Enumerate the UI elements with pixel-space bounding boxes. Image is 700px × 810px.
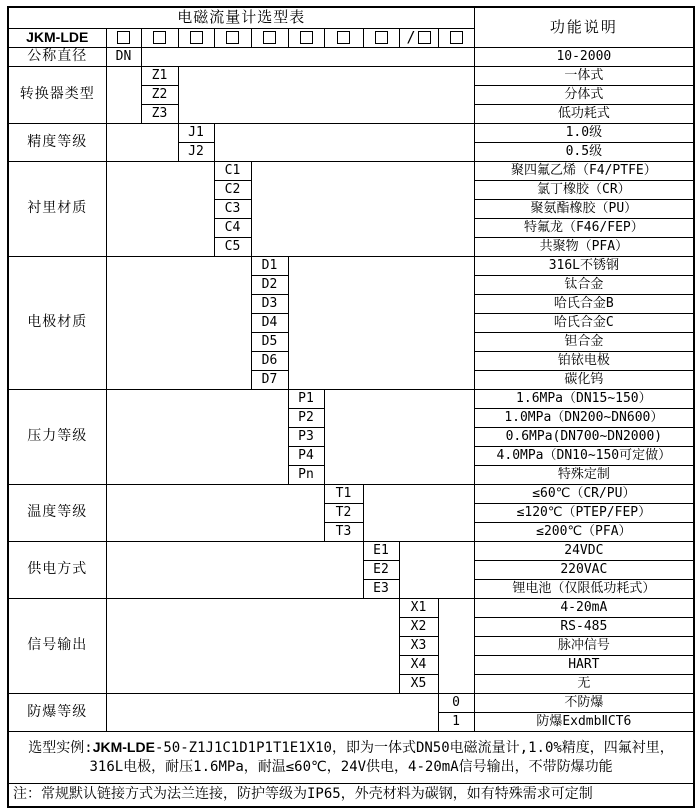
model-checkbox-cell-1	[106, 28, 141, 47]
code-cell-p4: P4	[288, 446, 324, 465]
code-cell-e1: E1	[363, 541, 399, 560]
model-checkbox-cell-6	[288, 28, 324, 47]
code-cell-d1: D1	[251, 256, 288, 275]
desc-cell-c3: 聚氨酯橡胶（PU）	[474, 199, 694, 218]
code-cell-c5: C5	[214, 237, 251, 256]
category-temperature-rating: 温度等级	[8, 484, 106, 541]
slash-separator: /	[406, 28, 416, 46]
category-power-supply: 供电方式	[8, 541, 106, 598]
desc-cell-j1: 1.0级	[474, 123, 694, 142]
desc-cell-p1: 1.6MPa（DN15~150）	[474, 389, 694, 408]
desc-cell-x1: 4-20mA	[474, 598, 694, 617]
spacer-cell	[106, 484, 324, 541]
spacer-cell	[363, 484, 474, 541]
spacer-cell	[106, 541, 363, 598]
desc-cell-dn: 10-2000	[474, 47, 694, 66]
code-cell-t3: T3	[324, 522, 363, 541]
model-checkbox-cell-3	[178, 28, 214, 47]
code-cell-ex0: 0	[438, 693, 474, 712]
category-accuracy-class: 精度等级	[8, 123, 106, 161]
checkbox-icon	[263, 31, 276, 44]
model-checkbox-cell-5	[251, 28, 288, 47]
spacer-cell	[106, 256, 251, 389]
spacer-cell	[106, 389, 288, 484]
checkbox-icon	[153, 31, 166, 44]
code-cell-z2: Z2	[141, 85, 178, 104]
model-checkbox-cell-9	[399, 28, 438, 47]
category-electrode-material: 电极材质	[8, 256, 106, 389]
desc-cell-t2: ≤120℃（PTEP/FEP）	[474, 503, 694, 522]
spacer-cell	[106, 598, 399, 693]
desc-cell-e3: 锂电池（仅限低功耗式）	[474, 579, 694, 598]
code-cell-x3: X3	[399, 636, 438, 655]
selection-table-wrapper	[7, 6, 695, 808]
code-cell-d7: D7	[251, 370, 288, 389]
example-label: 选型实例:	[28, 740, 93, 756]
model-prefix: JKM-LDE	[8, 28, 106, 47]
code-cell-p2: P2	[288, 408, 324, 427]
desc-cell-c1: 聚四氟乙烯（F4/PTFE）	[474, 161, 694, 180]
example-model-code: JKM-LDE	[92, 739, 155, 755]
code-cell-z1: Z1	[141, 66, 178, 85]
code-cell-t2: T2	[324, 503, 363, 522]
code-cell-d2: D2	[251, 275, 288, 294]
code-cell-d3: D3	[251, 294, 288, 313]
desc-cell-d4: 哈氏合金C	[474, 313, 694, 332]
selection-example-row	[8, 731, 694, 783]
code-cell-c4: C4	[214, 218, 251, 237]
desc-cell-d7: 碳化钨	[474, 370, 694, 389]
desc-cell-j2: 0.5级	[474, 142, 694, 161]
desc-cell-d1: 316L不锈钢	[474, 256, 694, 275]
checkbox-icon	[418, 31, 431, 44]
code-cell-d5: D5	[251, 332, 288, 351]
spacer-cell	[141, 47, 474, 66]
code-cell-x4: X4	[399, 655, 438, 674]
note-row: 注：常规默认链接方式为法兰连接，防护等级为IP65，外壳材料为碳钢，如有特殊需求可定制	[8, 783, 694, 807]
code-cell-x5: X5	[399, 674, 438, 693]
desc-cell-z3: 低功耗式	[474, 104, 694, 123]
spacer-cell	[178, 66, 474, 123]
checkbox-icon	[375, 31, 388, 44]
spacer-cell	[399, 541, 474, 598]
desc-cell-p4: 4.0MPa（DN10~150可定做）	[474, 446, 694, 465]
desc-cell-pn: 特殊定制	[474, 465, 694, 484]
code-cell-dn: DN	[106, 47, 141, 66]
model-checkbox-cell-2	[141, 28, 178, 47]
code-cell-t1: T1	[324, 484, 363, 503]
model-checkbox-cell-10	[438, 28, 474, 47]
example-line-2: 316L电极，耐压1.6MPa，耐温≤60℃，24V供电，4-20mA信号输出，不带防爆功能	[89, 759, 613, 775]
category-pressure-rating: 压力等级	[8, 389, 106, 484]
code-cell-x1: X1	[399, 598, 438, 617]
spacer-cell	[214, 123, 474, 161]
spacer-cell	[288, 256, 474, 389]
desc-cell-t1: ≤60℃（CR/PU）	[474, 484, 694, 503]
desc-cell-d6: 铂铱电极	[474, 351, 694, 370]
code-cell-p3: P3	[288, 427, 324, 446]
code-cell-j2: J2	[178, 142, 214, 161]
checkbox-icon	[300, 31, 313, 44]
model-checkbox-cell-7	[324, 28, 363, 47]
desc-cell-e2: 220VAC	[474, 560, 694, 579]
spacer-cell	[106, 693, 438, 731]
example-line-1	[11, 738, 691, 758]
spacer-cell	[106, 66, 141, 123]
desc-cell-d2: 钛合金	[474, 275, 694, 294]
desc-cell-d5: 钽合金	[474, 332, 694, 351]
code-cell-z3: Z3	[141, 104, 178, 123]
desc-cell-d3: 哈氏合金B	[474, 294, 694, 313]
spacer-cell	[106, 161, 214, 256]
desc-cell-z2: 分体式	[474, 85, 694, 104]
desc-cell-x3: 脉冲信号	[474, 636, 694, 655]
category-signal-output: 信号输出	[8, 598, 106, 693]
category-nominal-diameter: 公称直径	[8, 47, 106, 66]
checkbox-icon	[226, 31, 239, 44]
example-line1-text: -50-Z1J1C1D1P1T1E1X10，即为一体式DN50电磁流量计,1.0%精度，四氟衬里，	[154, 740, 674, 756]
spacer-cell	[106, 123, 178, 161]
code-cell-ex1: 1	[438, 712, 474, 731]
desc-cell-c5: 共聚物（PFA）	[474, 237, 694, 256]
checkbox-icon	[190, 31, 203, 44]
checkbox-icon	[337, 31, 350, 44]
category-converter-type: 转换器类型	[8, 66, 106, 123]
desc-cell-p3: 0.6MPa(DN700~DN2000)	[474, 427, 694, 446]
code-cell-d4: D4	[251, 313, 288, 332]
function-column-header: 功能说明	[474, 7, 694, 47]
checkbox-icon	[450, 31, 463, 44]
model-checkbox-cell-4	[214, 28, 251, 47]
desc-cell-t3: ≤200℃（PFA）	[474, 522, 694, 541]
code-cell-c2: C2	[214, 180, 251, 199]
desc-cell-p2: 1.0MPa（DN200~DN600）	[474, 408, 694, 427]
desc-cell-x2: RS-485	[474, 617, 694, 636]
code-cell-x2: X2	[399, 617, 438, 636]
desc-cell-x5: 无	[474, 674, 694, 693]
desc-cell-e1: 24VDC	[474, 541, 694, 560]
code-cell-e2: E2	[363, 560, 399, 579]
desc-cell-c4: 特氟龙（F46/FEP）	[474, 218, 694, 237]
spacer-cell	[438, 598, 474, 693]
code-cell-d6: D6	[251, 351, 288, 370]
checkbox-icon	[117, 31, 130, 44]
code-cell-pn: Pn	[288, 465, 324, 484]
category-liner-material: 衬里材质	[8, 161, 106, 256]
desc-cell-z1: 一体式	[474, 66, 694, 85]
spacer-cell	[324, 389, 474, 484]
code-cell-j1: J1	[178, 123, 214, 142]
selection-table	[7, 6, 695, 808]
code-cell-c3: C3	[214, 199, 251, 218]
desc-cell-x4: HART	[474, 655, 694, 674]
model-checkbox-cell-8	[363, 28, 399, 47]
desc-cell-c2: 氯丁橡胶（CR）	[474, 180, 694, 199]
desc-cell-ex1: 防爆ExdmbⅡCT6	[474, 712, 694, 731]
table-title: 电磁流量计选型表	[8, 7, 474, 28]
code-cell-c1: C1	[214, 161, 251, 180]
desc-cell-ex0: 不防爆	[474, 693, 694, 712]
spacer-cell	[251, 161, 474, 256]
category-explosion-proof-rating: 防爆等级	[8, 693, 106, 731]
code-cell-e3: E3	[363, 579, 399, 598]
code-cell-p1: P1	[288, 389, 324, 408]
